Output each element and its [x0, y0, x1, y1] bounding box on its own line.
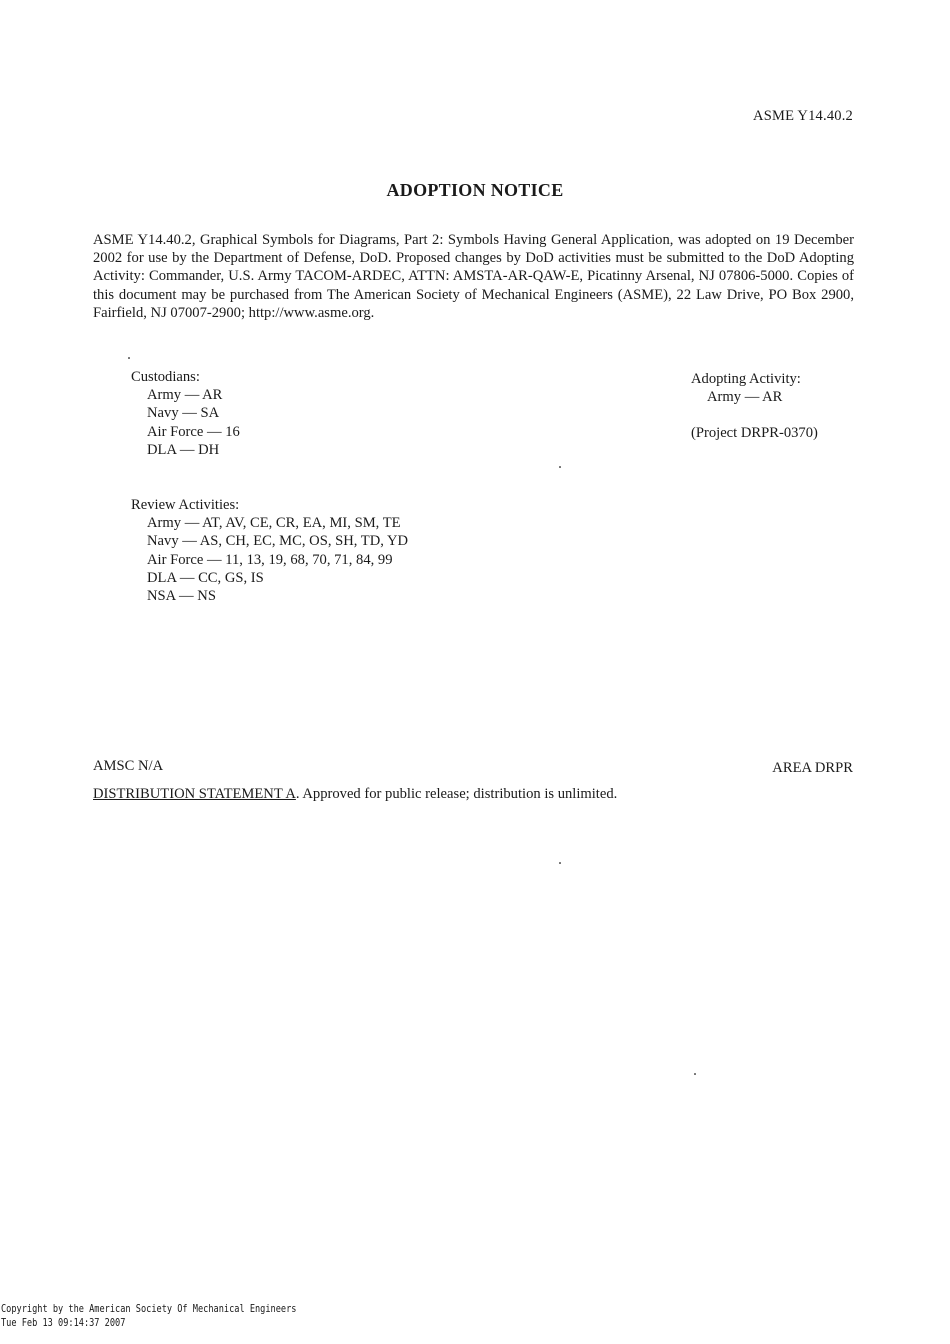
custodian-item: Navy — SA — [147, 405, 220, 422]
copyright-line: Copyright by the American Society Of Mechanical Engineers — [1, 1303, 297, 1315]
custodian-item: Army — AR — [147, 387, 223, 404]
document-id: ASME Y14.40.2 — [753, 108, 853, 124]
review-activity-item: NSA — NS — [147, 588, 216, 605]
page-title: ADOPTION NOTICE — [386, 180, 564, 200]
scan-speck — [694, 1073, 696, 1075]
review-activities-label: Review Activities: — [131, 497, 240, 513]
area-code: AREA DRPR — [772, 760, 853, 776]
distribution-label: DISTRIBUTION STATEMENT A — [93, 786, 296, 802]
custodians-block — [131, 368, 240, 459]
custodians-label: Custodians: — [131, 369, 200, 385]
scan-speck — [559, 466, 561, 468]
review-activity-item: Army — AT, AV, CE, CR, EA, MI, SM, TE — [147, 515, 401, 532]
review-activities-block — [131, 496, 408, 605]
distribution-statement — [93, 786, 617, 803]
distribution-text: . Approved for public release; distribution is unlimited. — [295, 786, 618, 802]
custodian-item: Air Force — 16 — [147, 423, 240, 440]
custodian-item: DLA — DH — [147, 441, 220, 458]
copyright-notice — [1, 1303, 296, 1330]
scan-speck — [128, 357, 130, 359]
review-activity-item: Navy — AS, CH, EC, MC, OS, SH, TD, YD — [147, 533, 409, 550]
copyright-timestamp: Tue Feb 13 09:14:37 2007 — [1, 1316, 126, 1329]
review-activity-item: Air Force — 11, 13, 19, 68, 70, 71, 84, 99 — [147, 551, 393, 568]
review-activity-item: DLA — CC, GS, IS — [147, 569, 264, 586]
adopting-activity-value: Army — AR — [707, 389, 783, 406]
scan-speck — [559, 862, 561, 864]
intro-paragraph: ASME Y14.40.2, Graphical Symbols for Diagrams, Part 2: Symbols Having General Application, was adopted on 19 December 2002 for use by the Department of Defense, DoD. Proposed changes by DoD activities must be submitted to the DoD Adopting Activity: Commander, U.S. Army TACOM-ARDEC, ATTN: AMSTA-AR-QAW-E, Picatinny Arsenal, NJ 07806-5000. Copies of this document may be purchased from The American Society of Mechanical Engineers (ASME), 22 Law Drive, PO Box 2900, Fairfield, NJ 07007-2900; http://www.asme.org. — [93, 232, 854, 321]
project-number: (Project DRPR-0370) — [691, 425, 818, 441]
adopting-activity-label: Adopting Activity: — [691, 371, 801, 387]
adopting-activity-block — [691, 370, 801, 406]
amsc-code: AMSC N/A — [93, 758, 164, 774]
